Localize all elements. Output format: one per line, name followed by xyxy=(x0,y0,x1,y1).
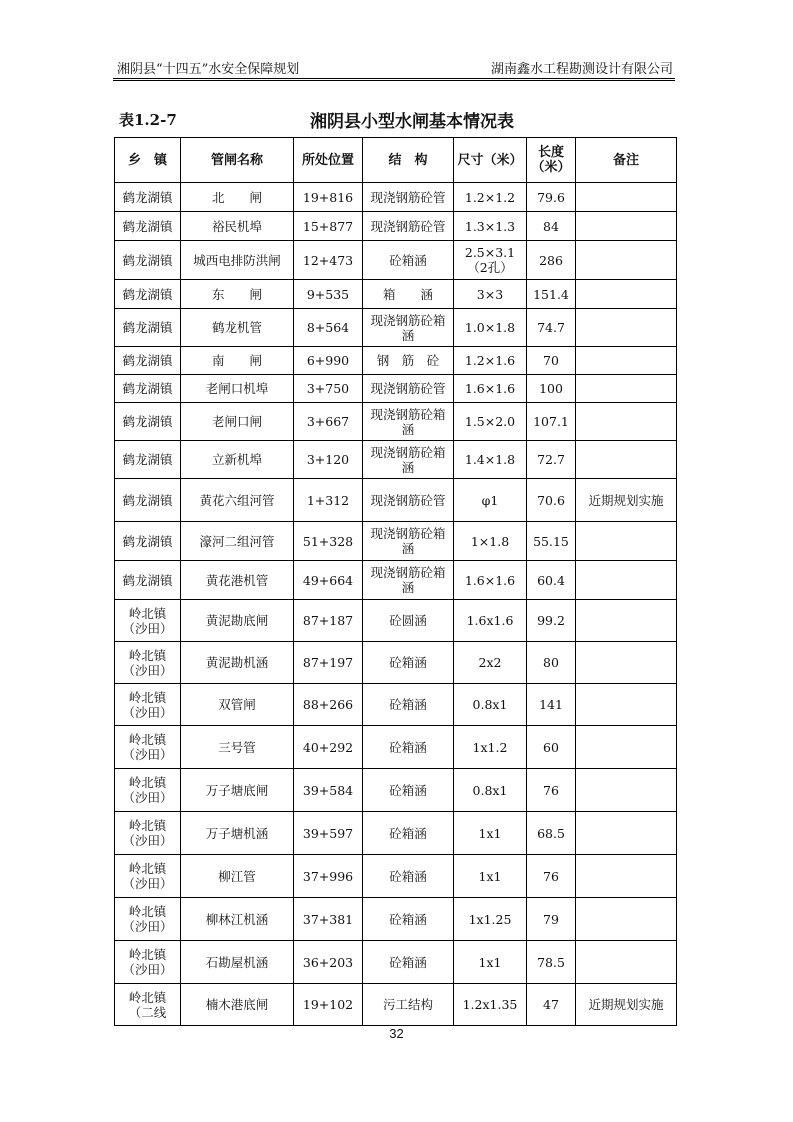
cell-pos: 19+102 xyxy=(294,984,363,1026)
cell-size: 1x1 xyxy=(454,812,527,855)
cell-pos: 9+535 xyxy=(294,280,363,309)
cell-struct: 现浇钢筋砼箱涵 xyxy=(363,309,454,347)
cell-town: 鹤龙湖镇 xyxy=(115,522,181,561)
cell-town: 岭北镇（沙田） xyxy=(115,812,181,855)
cell-len: 60 xyxy=(527,726,576,769)
cell-pos: 87+187 xyxy=(294,600,363,642)
cell-pos: 3+667 xyxy=(294,403,363,441)
cell-pos: 3+750 xyxy=(294,375,363,403)
table-row xyxy=(115,479,677,522)
cell-pos: 49+664 xyxy=(294,561,363,600)
cell-pos: 19+816 xyxy=(294,183,363,212)
cell-pos: 37+381 xyxy=(294,898,363,941)
cell-pos: 87+197 xyxy=(294,642,363,684)
cell-name: 柳林江机涵 xyxy=(181,898,294,941)
cell-size: 1.6x1.6 xyxy=(454,600,527,642)
cell-len: 107.1 xyxy=(527,403,576,441)
cell-town: 鹤龙湖镇 xyxy=(115,183,181,212)
header-rule xyxy=(113,80,675,81)
cell-note xyxy=(576,522,677,561)
cell-note xyxy=(576,347,677,375)
cell-len: 84 xyxy=(527,212,576,241)
cell-note xyxy=(576,941,677,984)
table-row xyxy=(115,441,677,479)
cell-name: 石勘屋机涵 xyxy=(181,941,294,984)
cell-len: 286 xyxy=(527,241,576,280)
cell-size: 1x1.25 xyxy=(454,898,527,941)
cell-note: 近期规划实施 xyxy=(576,479,677,522)
column-header: 尺寸（米） xyxy=(454,138,527,183)
cell-len: 151.4 xyxy=(527,280,576,309)
cell-len: 79.6 xyxy=(527,183,576,212)
cell-note xyxy=(576,375,677,403)
table-row xyxy=(115,375,677,403)
page-header xyxy=(113,58,675,79)
cell-note xyxy=(576,309,677,347)
cell-struct: 现浇钢筋砼管 xyxy=(363,479,454,522)
header-document-title: 湘阴县“十四五”水安全保障规划 xyxy=(117,62,300,77)
cell-struct: 砼箱涵 xyxy=(363,726,454,769)
table-row xyxy=(115,642,677,684)
cell-struct: 砼箱涵 xyxy=(363,241,454,280)
cell-size: 1.3×1.3 xyxy=(454,212,527,241)
table-row xyxy=(115,403,677,441)
cell-town: 鹤龙湖镇 xyxy=(115,280,181,309)
cell-pos: 40+292 xyxy=(294,726,363,769)
cell-name: 黄泥勘机涵 xyxy=(181,642,294,684)
cell-town: 岭北镇（沙田） xyxy=(115,726,181,769)
cell-struct: 砼箱涵 xyxy=(363,684,454,726)
table-row xyxy=(115,347,677,375)
cell-name: 城西电排防洪闸 xyxy=(181,241,294,280)
table-row xyxy=(115,769,677,812)
cell-struct: 砼箱涵 xyxy=(363,642,454,684)
table-row xyxy=(115,855,677,898)
cell-pos: 15+877 xyxy=(294,212,363,241)
cell-pos: 39+584 xyxy=(294,769,363,812)
cell-town: 鹤龙湖镇 xyxy=(115,309,181,347)
cell-struct: 现浇钢筋砼箱涵 xyxy=(363,522,454,561)
cell-struct: 砼箱涵 xyxy=(363,941,454,984)
cell-size: 1x1 xyxy=(454,855,527,898)
cell-struct: 现浇钢筋砼管 xyxy=(363,212,454,241)
cell-town: 岭北镇（沙田） xyxy=(115,600,181,642)
column-header: 结 构 xyxy=(363,138,454,183)
cell-len: 76 xyxy=(527,855,576,898)
cell-len: 141 xyxy=(527,684,576,726)
cell-note xyxy=(576,855,677,898)
cell-pos: 88+266 xyxy=(294,684,363,726)
cell-size: 1x1 xyxy=(454,941,527,984)
cell-town: 鹤龙湖镇 xyxy=(115,441,181,479)
cell-pos: 36+203 xyxy=(294,941,363,984)
table-row xyxy=(115,984,677,1026)
cell-town: 鹤龙湖镇 xyxy=(115,561,181,600)
cell-note xyxy=(576,241,677,280)
cell-len: 99.2 xyxy=(527,600,576,642)
cell-struct: 现浇钢筋砼箱涵 xyxy=(363,403,454,441)
cell-note xyxy=(576,561,677,600)
cell-size: φ1 xyxy=(454,479,527,522)
cell-size: 3×3 xyxy=(454,280,527,309)
table-row xyxy=(115,309,677,347)
table-row xyxy=(115,522,677,561)
cell-note xyxy=(576,441,677,479)
cell-len: 80 xyxy=(527,642,576,684)
cell-struct: 钢 筋 砼 xyxy=(363,347,454,375)
table-row xyxy=(115,212,677,241)
table-row xyxy=(115,812,677,855)
cell-len: 47 xyxy=(527,984,576,1026)
cell-note: 近期规划实施 xyxy=(576,984,677,1026)
table-row xyxy=(115,600,677,642)
cell-name: 北 闸 xyxy=(181,183,294,212)
column-header: 乡 镇 xyxy=(115,138,181,183)
cell-len: 70.6 xyxy=(527,479,576,522)
cell-size: 1.5×2.0 xyxy=(454,403,527,441)
cell-town: 岭北镇（沙田） xyxy=(115,642,181,684)
cell-size: 1.2×1.6 xyxy=(454,347,527,375)
cell-name: 南 闸 xyxy=(181,347,294,375)
cell-name: 老闸口机埠 xyxy=(181,375,294,403)
cell-name: 老闸口闸 xyxy=(181,403,294,441)
table-row xyxy=(115,280,677,309)
cell-size: 1.6×1.6 xyxy=(454,375,527,403)
cell-struct: 现浇钢筋砼箱涵 xyxy=(363,561,454,600)
cell-size: 1x1.2 xyxy=(454,726,527,769)
cell-pos: 6+990 xyxy=(294,347,363,375)
cell-name: 东 闸 xyxy=(181,280,294,309)
cell-note xyxy=(576,280,677,309)
cell-name: 万子塘机涵 xyxy=(181,812,294,855)
cell-town: 岭北镇（沙田） xyxy=(115,684,181,726)
cell-town: 岭北镇（二线 xyxy=(115,984,181,1026)
cell-struct: 现浇钢筋砼箱涵 xyxy=(363,441,454,479)
table-row xyxy=(115,183,677,212)
cell-pos: 3+120 xyxy=(294,441,363,479)
table-row xyxy=(115,241,677,280)
cell-len: 55.15 xyxy=(527,522,576,561)
cell-size: 1.6×1.6 xyxy=(454,561,527,600)
cell-name: 双管闸 xyxy=(181,684,294,726)
cell-note xyxy=(576,600,677,642)
column-header: 长度（米） xyxy=(527,138,576,183)
cell-struct: 污工结构 xyxy=(363,984,454,1026)
sluice-table xyxy=(114,137,677,1026)
column-header: 备注 xyxy=(576,138,677,183)
cell-name: 鹤龙机管 xyxy=(181,309,294,347)
cell-town: 鹤龙湖镇 xyxy=(115,403,181,441)
cell-note xyxy=(576,403,677,441)
cell-len: 72.7 xyxy=(527,441,576,479)
cell-pos: 37+996 xyxy=(294,855,363,898)
cell-size: 0.8x1 xyxy=(454,684,527,726)
cell-name: 濠河二组河管 xyxy=(181,522,294,561)
cell-name: 万子塘底闸 xyxy=(181,769,294,812)
cell-pos: 12+473 xyxy=(294,241,363,280)
cell-note xyxy=(576,812,677,855)
cell-note xyxy=(576,684,677,726)
page-number: 32 xyxy=(389,1026,404,1041)
cell-size: 1×1.8 xyxy=(454,522,527,561)
cell-note xyxy=(576,183,677,212)
cell-struct: 砼箱涵 xyxy=(363,898,454,941)
table-header-row xyxy=(115,138,677,183)
cell-len: 60.4 xyxy=(527,561,576,600)
cell-town: 岭北镇（沙田） xyxy=(115,941,181,984)
cell-pos: 51+328 xyxy=(294,522,363,561)
cell-len: 79 xyxy=(527,898,576,941)
cell-len: 76 xyxy=(527,769,576,812)
cell-size: 2.5×3.1（2孔） xyxy=(454,241,527,280)
cell-town: 鹤龙湖镇 xyxy=(115,241,181,280)
table-row xyxy=(115,726,677,769)
header-company-name: 湖南鑫水工程勘测设计有限公司 xyxy=(490,62,673,77)
table-row xyxy=(115,684,677,726)
cell-size: 1.4×1.8 xyxy=(454,441,527,479)
cell-len: 100 xyxy=(527,375,576,403)
table-row xyxy=(115,898,677,941)
table-row xyxy=(115,561,677,600)
cell-name: 立新机埠 xyxy=(181,441,294,479)
cell-len: 68.5 xyxy=(527,812,576,855)
cell-size: 2x2 xyxy=(454,642,527,684)
cell-name: 柳江管 xyxy=(181,855,294,898)
cell-name: 三号管 xyxy=(181,726,294,769)
cell-note xyxy=(576,898,677,941)
cell-struct: 砼圆涵 xyxy=(363,600,454,642)
table-title: 湘阴县小型水闸基本情况表 xyxy=(310,112,514,132)
cell-town: 鹤龙湖镇 xyxy=(115,347,181,375)
cell-town: 岭北镇（沙田） xyxy=(115,898,181,941)
cell-name: 楠木港底闸 xyxy=(181,984,294,1026)
cell-struct: 砼箱涵 xyxy=(363,769,454,812)
cell-note xyxy=(576,769,677,812)
cell-struct: 现浇钢筋砼管 xyxy=(363,183,454,212)
cell-size: 1.2x1.35 xyxy=(454,984,527,1026)
cell-name: 黄花六组河管 xyxy=(181,479,294,522)
cell-len: 78.5 xyxy=(527,941,576,984)
cell-struct: 砼箱涵 xyxy=(363,812,454,855)
cell-town: 鹤龙湖镇 xyxy=(115,212,181,241)
column-header: 所处位置 xyxy=(294,138,363,183)
cell-note xyxy=(576,212,677,241)
cell-pos: 39+597 xyxy=(294,812,363,855)
cell-town: 岭北镇（沙田） xyxy=(115,769,181,812)
cell-pos: 8+564 xyxy=(294,309,363,347)
cell-struct: 现浇钢筋砼管 xyxy=(363,375,454,403)
cell-size: 1.2×1.2 xyxy=(454,183,527,212)
cell-struct: 箱 涵 xyxy=(363,280,454,309)
cell-size: 0.8x1 xyxy=(454,769,527,812)
cell-town: 鹤龙湖镇 xyxy=(115,479,181,522)
cell-name: 裕民机埠 xyxy=(181,212,294,241)
column-header: 管闸名称 xyxy=(181,138,294,183)
cell-struct: 砼箱涵 xyxy=(363,855,454,898)
cell-pos: 1+312 xyxy=(294,479,363,522)
table-number: 表1.2-7 xyxy=(119,111,177,129)
cell-note xyxy=(576,642,677,684)
cell-note xyxy=(576,726,677,769)
cell-name: 黄泥勘底闸 xyxy=(181,600,294,642)
cell-town: 岭北镇（沙田） xyxy=(115,855,181,898)
cell-len: 74.7 xyxy=(527,309,576,347)
cell-size: 1.0×1.8 xyxy=(454,309,527,347)
cell-name: 黄花港机管 xyxy=(181,561,294,600)
table-row xyxy=(115,941,677,984)
cell-town: 鹤龙湖镇 xyxy=(115,375,181,403)
cell-len: 70 xyxy=(527,347,576,375)
